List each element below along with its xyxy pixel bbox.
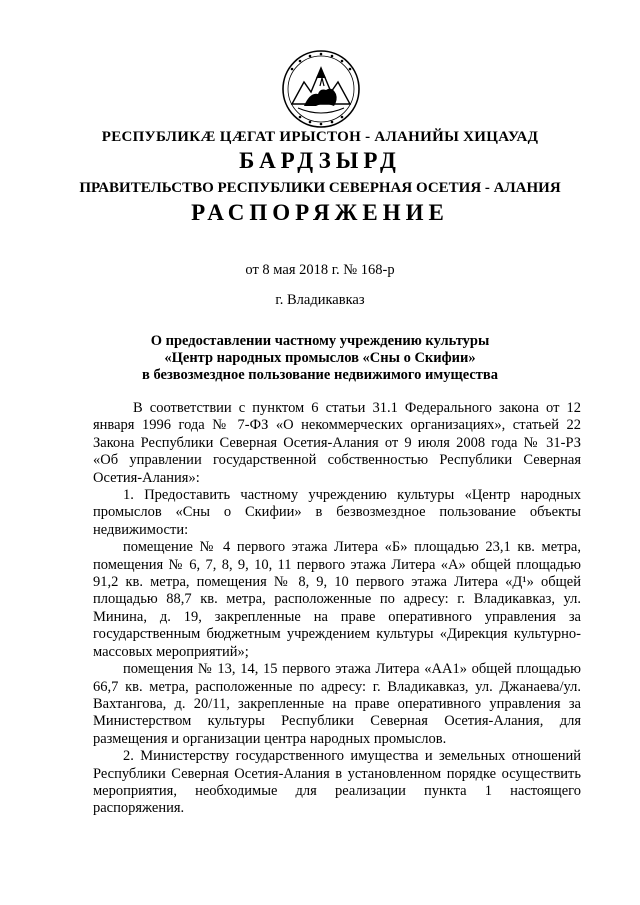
paragraph-item-1: 1. Предоставить частному учреждению культуры «Центр народных промыслов «Сны о Скифии» в безвозмездное пользование объекты недвижимости: xyxy=(93,487,581,538)
header-ossetian-title: БАРДЗЫРД xyxy=(239,148,401,173)
document-body xyxy=(93,400,581,818)
coat-of-arms-emblem-icon xyxy=(280,48,362,130)
document-title-line: «Центр народных промыслов «Сны о Скифии» xyxy=(164,350,476,366)
document-city: г. Владикавказ xyxy=(275,292,365,308)
document-title-line: в безвозмездное пользование недвижимого имущества xyxy=(142,367,498,383)
header-russian-government: ПРАВИТЕЛЬСТВО РЕСПУБЛИКИ СЕВЕРНАЯ ОСЕТИЯ - АЛАНИЯ xyxy=(79,180,561,196)
paragraph-premises-dzhanaeva: помещения № 13, 14, 15 первого этажа Литера «АА1» общей площадью 66,7 кв. метра, расположенные по адресу: г. Владикавказ, ул. Джанаева/ул. Вахтангова, д. 20/11, закрепленные на праве оперативного управления за Министерством культуры Республики Северная Осетия-Алания, для размещения и организации центра народных промыслов. xyxy=(93,661,581,747)
document-title xyxy=(0,333,640,384)
paragraph-premises-minina: помещение № 4 первого этажа Литера «Б» площадью 23,1 кв. метра, помещения № 6, 7, 8, 9, 10, 11 первого этажа Литера «А» общей площадью 91,2 кв. метра, помещения № 8, 9, 10 первого этажа Литера «Д¹» общей площадью 88,7 кв. метра, расположенные по адресу: г. Владикавказ, ул. Минина, д. 19, закрепленные на праве оперативного управления за государственным бюджетным учреждением культуры «Дирекция культурно-массовых мероприятий»; xyxy=(93,539,581,660)
paragraph-item-2: 2. Министерству государственного имущества и земельных отношений Республики Северная Осетия-Алания в установленном порядке осуществить мероприятия, необходимые для реализации пункта 1 настоящего распоряжения. xyxy=(93,748,581,817)
header-russian-title: РАСПОРЯЖЕНИЕ xyxy=(191,200,449,225)
document-title-line: О предоставлении частному учреждению культуры xyxy=(150,333,490,349)
header-ossetian-government: РЕСПУБЛИКӔ ЦӔГАТ ИРЫСТОН - АЛАНИЙЫ ХИЦАУАД xyxy=(101,129,539,145)
paragraph-preamble: В соответствии с пунктом 6 статьи 31.1 Федерального закона от 12 января 1996 года № 7-ФЗ «О некоммерческих организациях», статьей 22 Закона Республики Северная Осетия-Алания от 9 июля 2008 года № 31-РЗ «Об управлении государственной собственностью Республики Северная Осетия-Алания»: xyxy=(93,400,581,486)
document-date-number: от 8 мая 2018 г. № 168-р xyxy=(245,262,395,278)
